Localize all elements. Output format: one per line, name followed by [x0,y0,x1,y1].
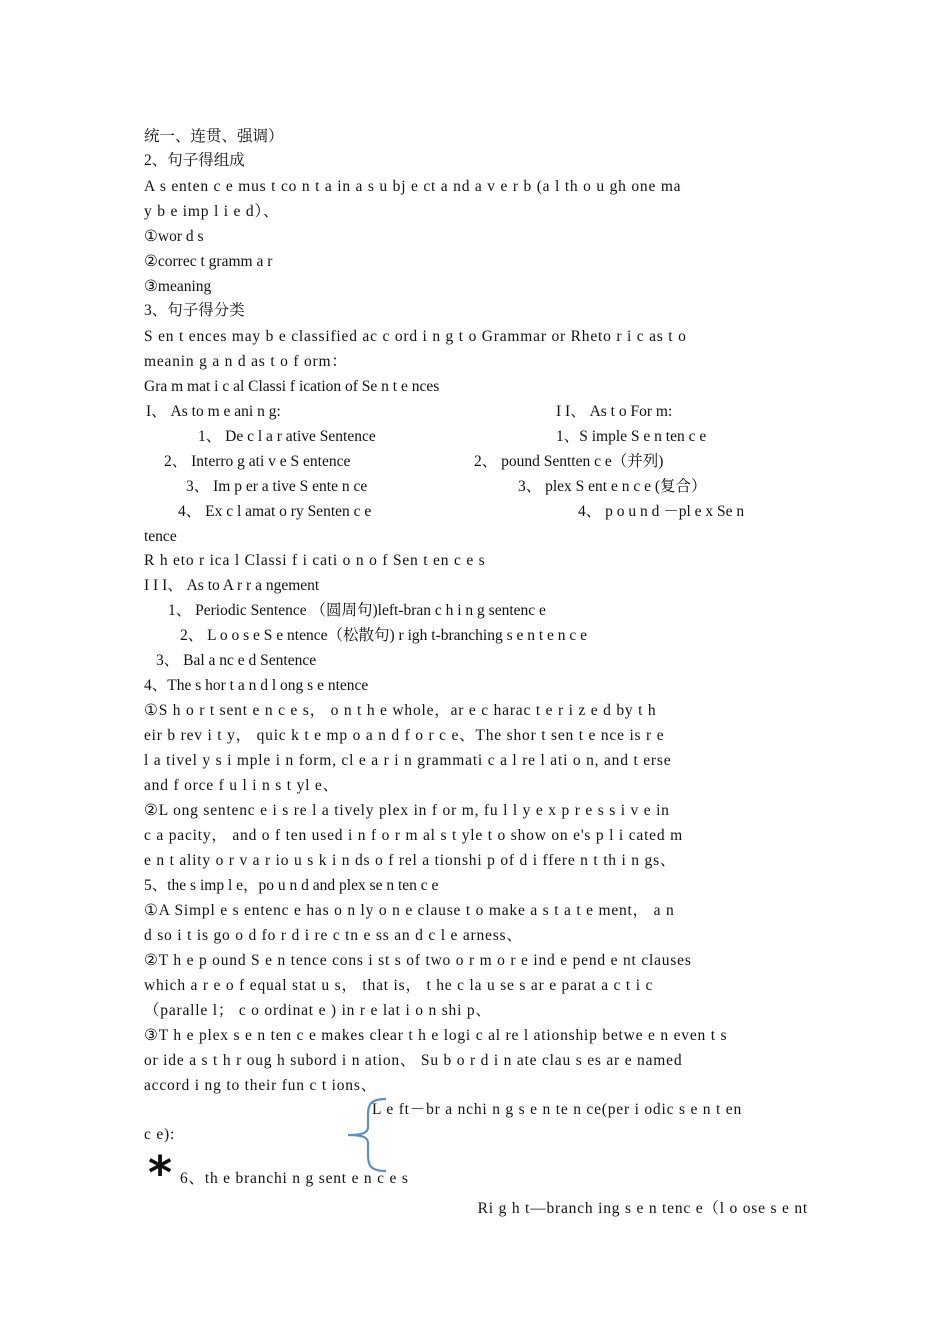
subheading-rhetorical: R h eto r ica l Classi f i cati o n o f Sen t en c e s [144,552,486,569]
paragraph-classification-cont: meanin g a n d as t o f orm： [144,353,348,370]
subheading-grammatical: Gra m mat i c al Classi f ication of Se n t e nces [144,378,440,395]
meaning-item-4: 4、 Ex c l amat o ry Senten c e [178,503,372,520]
paragraph-sentence-definition-cont: y b e imp l i e d）、 [144,203,280,220]
arrangement-item-2: 2、 L o o s e S e ntence（松散句) r igh t-branching s e n t e n c e [180,627,588,644]
left-branching-label: L e ft－br a nchi n g s e n te n ce(per i odic s e n t en [372,1101,743,1118]
form-item-1: 1、S imple S e n ten c e [556,428,707,445]
paragraph-compound-1: ②T h e p ound S e n tence cons i st s of two o r m o r e ind e pend e nt clauses [144,952,692,969]
curly-brace-icon [340,1097,390,1173]
subheading-arrangement: I I I、 As to A r r a ngement [144,577,320,594]
section-2-heading: 2、句子得组成 [144,152,245,169]
form-item-3: 3、 plex S ent e n c e (复合） [518,478,707,495]
form-item-2: 2、 pound Sentten c e（并列) [474,453,664,470]
section-6-heading: 6、th e branchi n g sent e n c e s [180,1170,409,1187]
paragraph-short-sentence-1: ①S h o r t sent e n c e s， o n t h e whole，ar e c harac t e r i z e d by t h [144,702,657,719]
meaning-item-3: 3、 Im p er a tive S ente n ce [186,478,368,495]
arrangement-item-3: 3、 Bal a nc e d Sentence [156,652,317,669]
asterisk-icon: * [148,1146,173,1200]
meaning-item-1: 1、 De c l a r ative Sentence [198,428,376,445]
paragraph-compound-3: （paralle l； c o ordinat e ) in r e lat i o n shi p、 [144,1002,492,1019]
list-item-grammar: ②correc t gramm a r [144,253,273,270]
section-4-heading: 4、The s hor t a n d l ong s e ntence [144,677,369,694]
paragraph-classification: S en t ences may b e classified ac c ord i n g t o Grammar or Rheto r i c as t o [144,328,687,345]
group-meaning-heading: I、 As to m e ani n g: [146,403,281,420]
section-3-heading: 3、句子得分类 [144,302,245,319]
arrangement-item-1: 1、 Periodic Sentence （圆周句)left-bran c h i n g sentenc e [168,602,546,619]
group-form-heading: I I、 As t o For m: [556,403,673,420]
heading-unity: 统一、连贯、强调） [144,128,284,145]
paragraph-simple-2: d so i t is go o d fo r d i re c tn e ss an d c l e arness、 [144,927,523,944]
paragraph-long-sentence-2: c a pacity， and o f ten used i n f o r m al s t yle t o show on e's p l i cated m [144,827,683,844]
paragraph-complex-3: accord i ng to their fun c t ions、 [144,1077,377,1094]
list-item-words: ①wor d s [144,228,204,245]
meaning-item-2: 2、 Interro g ati v e S entence [164,453,351,470]
paragraph-long-sentence-3: e n t ality o r v a r io u s k i n ds o f rel a tionshi p of d i ffere n t th i n gs、 [144,852,677,869]
paragraph-short-sentence-2: eir b rev i t y， quic k t e mp o a n d f o r c e、The shor t sen t e nce is r e [144,727,665,744]
form-item-4: 4、 p o u n d －pl e x Se n [578,503,745,520]
paragraph-long-sentence-1: ②L ong sentenc e i s re l a tively plex in f or m, fu l l y e x p r e s s i v e in [144,802,670,819]
paragraph-complex-2: or ide a s t h r oug h subord i n ation、 Su b o r d i n ate clau s es ar e named [144,1052,683,1069]
paragraph-compound-2: which a r e o f equal stat u s， that is， t he c la u se s ar e parat a c t i c [144,977,654,994]
left-branching-label-cont: c e): [144,1126,176,1143]
section-5-heading: 5、the s imp l e，po u n d and plex se n ten c e [144,877,439,894]
paragraph-short-sentence-3: l a tivel y s i mple i n form, cl e a r i n grammati c a l re l ati o n, and t erse [144,752,672,769]
right-branching-label: Ri g h t—branch ing s e n tenc e（l o ose s e nt [477,1200,808,1217]
paragraph-simple-1: ①A Simpl e s entenc e has o n ly o n e clause t o make a s t a t e ment， a n [144,902,675,919]
form-item-4-cont: tence [144,528,177,545]
list-item-meaning: ③meaning [144,278,212,295]
paragraph-sentence-definition: A s enten c e mus t co n t a in a s u bj e ct a nd a v e r b (a l th o u gh one ma [144,178,682,195]
paragraph-complex-1: ③T h e plex s e n ten c e makes clear t h e logi c al re l ationship betwe e n even t s [144,1027,728,1044]
paragraph-short-sentence-4: and f orce f u l i n s t yl e、 [144,777,339,794]
